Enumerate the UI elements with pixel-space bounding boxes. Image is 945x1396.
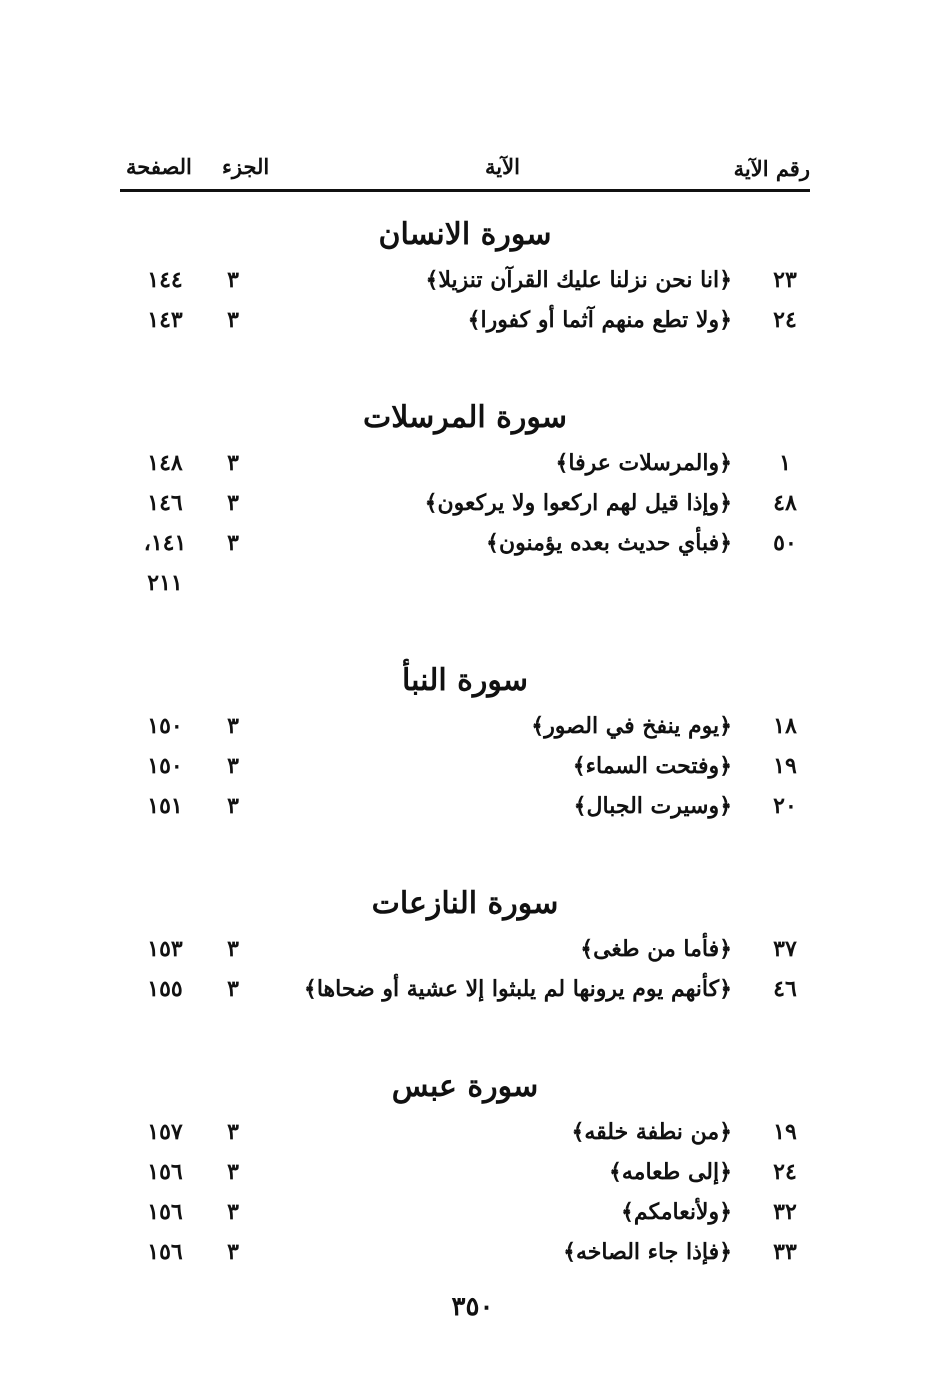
verse-text: ﴿ولأنعامكم﴾ [621,1199,732,1225]
surah-section [120,393,810,603]
page-ref: ١٤٤ [147,267,183,293]
verse-number: ٤٦ [773,976,797,1002]
verse-text: ﴿فأما من طغى﴾ [580,936,732,962]
table-row [120,1112,810,1152]
table-row [120,746,810,786]
surah-title: سورة النازعات [371,886,559,921]
verse-number: ١٨ [773,713,797,739]
verse-number: ٢٣ [773,267,797,293]
verse-text: ﴿وفتحت السماء﴾ [572,753,732,779]
verse-text: ﴿وسيرت الجبال﴾ [573,793,732,819]
page-ref: ١٥٦ [147,1159,183,1185]
part-number: ٣ [227,1199,239,1225]
surah-section [120,879,810,1009]
table-row [120,1192,810,1232]
part-number: ٣ [227,936,239,962]
surah-section [120,1062,810,1272]
verse-text: ﴿يوم ينفخ في الصور﴾ [531,713,732,739]
verse-text: ﴿من نطفة خلقه﴾ [571,1119,732,1145]
part-number: ٣ [227,1159,239,1185]
page-ref: ١٥٧ [147,1119,183,1145]
page-ref: ١٤٣ [147,307,183,333]
verse-number: ٢٤ [773,1159,797,1185]
verse-text: ﴿ولا تطع منهم آثما أو كفورا﴾ [467,307,732,333]
verse-number: ٤٨ [773,490,797,516]
table-row [120,260,810,300]
table-row [120,443,810,483]
verse-number: ١ [779,450,791,476]
verse-number: ٣٣ [773,1239,797,1265]
part-number: ٣ [227,976,239,1002]
table-row [120,786,810,826]
part-number: ٣ [227,713,239,739]
surah-title: سورة النبأ [401,663,528,698]
header-verse: الآية [485,154,520,179]
page-ref: ١٥٦ [147,1239,183,1265]
verse-number: ٥٠ [773,530,797,556]
table-row [120,1232,810,1272]
table-row [120,300,810,340]
verse-text: ﴿والمرسلات عرفا﴾ [555,450,732,476]
verse-number: ١٩ [773,753,797,779]
verse-text: ﴿فبأي حديث بعده يؤمنون﴾ [486,530,732,556]
verse-number: ٢٠ [773,793,797,819]
surah-title: سورة المرسلات [363,400,567,435]
page-ref: ١٥٦ [147,1199,183,1225]
page-ref: ٢١١ [147,570,183,596]
page-ref: ١٥٣ [147,936,183,962]
page-ref: ١٤٦ [147,490,183,516]
verse-text: ﴿انا نحن نزلنا عليك القرآن تنزيلا﴾ [425,267,732,293]
table-row [120,969,810,1009]
page-ref: ١٤٨ [147,450,183,476]
part-number: ٣ [227,267,239,293]
verse-text: ﴿كأنهم يوم يرونها لم يلبثوا إلا عشية أو ضحاها﴾ [303,976,732,1002]
page-ref: ١٥٠ [147,713,183,739]
page-ref: ١٥٠ [147,753,183,779]
table-row [120,1152,810,1192]
table-row [120,706,810,746]
header-page: الصفحة [126,154,192,179]
verse-text: ﴿وإذا قيل لهم اركعوا ولا يركعون﴾ [424,490,732,516]
verse-number: ٢٤ [773,307,797,333]
page-ref: ١٤١، [143,530,187,556]
header-verse-number: رقم الآية [733,156,810,181]
part-number: ٣ [227,530,239,556]
surah-section [120,656,810,826]
verse-number: ٣٧ [773,936,797,962]
verse-text: ﴿إلى طعامه﴾ [609,1159,732,1185]
part-number: ٣ [227,793,239,819]
table-row [120,483,810,523]
part-number: ٣ [227,753,239,779]
surah-title: سورة الانسان [378,217,552,252]
part-number: ٣ [227,1239,239,1265]
surah-section [120,210,810,340]
verse-number: ٣٢ [773,1199,797,1225]
header-part: الجزء [222,154,270,179]
table-row-continuation [120,563,810,603]
page-ref: ١٥١ [147,793,183,819]
table-row [120,523,810,563]
part-number: ٣ [227,450,239,476]
table-header [120,152,810,188]
part-number: ٣ [227,307,239,333]
index-content [120,196,810,1272]
verse-number: ١٩ [773,1119,797,1145]
part-number: ٣ [227,490,239,516]
surah-title: سورة عبس [391,1069,539,1104]
header-divider [120,189,810,192]
table-row [120,929,810,969]
verse-text: ﴿فإذا جاء الصاخه﴾ [563,1239,732,1265]
page-number: ٣٥٠ [451,1292,494,1322]
part-number: ٣ [227,1119,239,1145]
page-ref: ١٥٥ [147,976,183,1002]
